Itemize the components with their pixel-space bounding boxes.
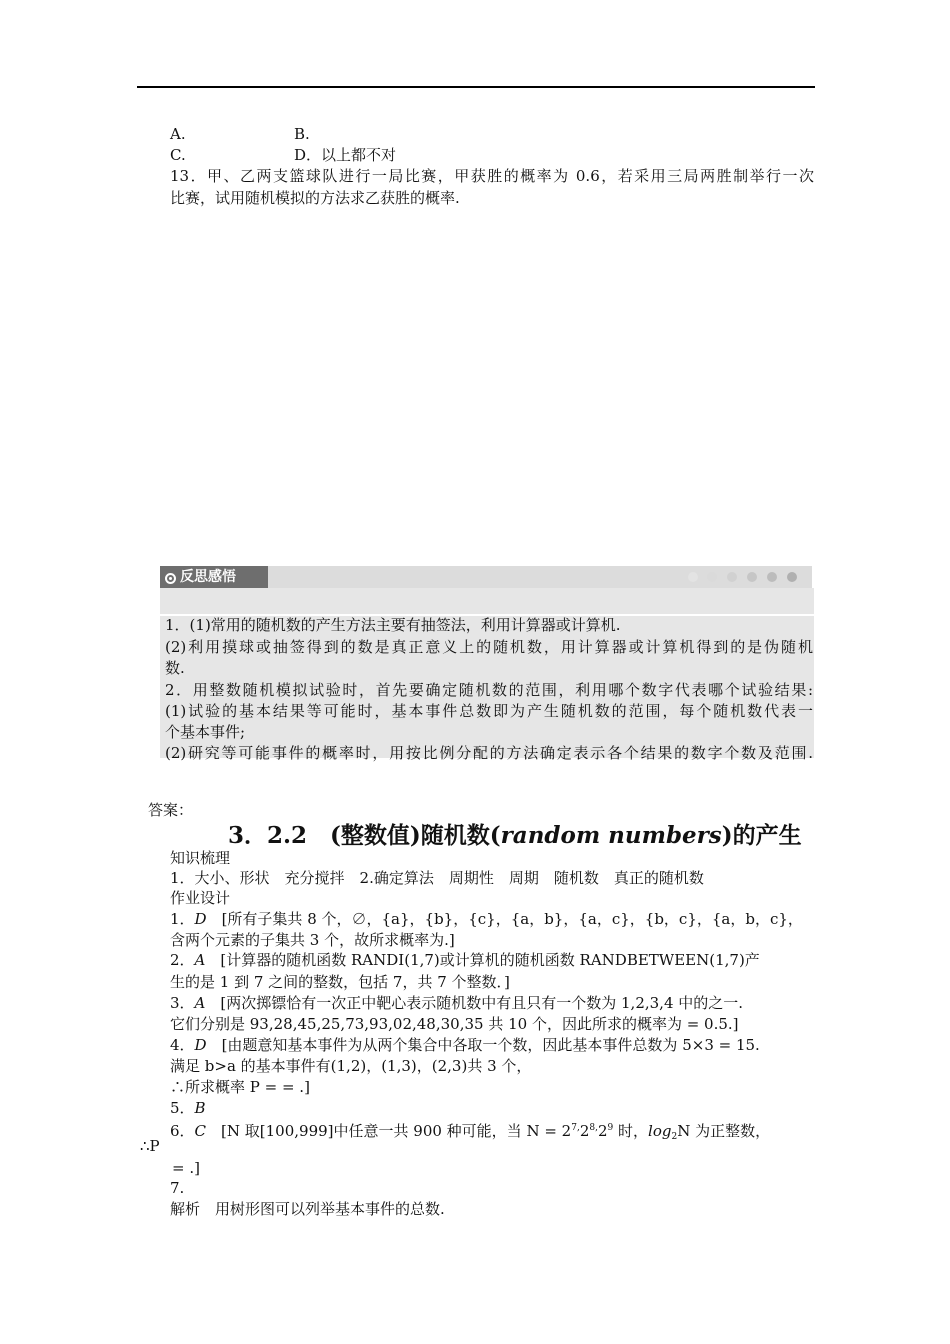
option-b: B. [294, 125, 310, 143]
answer-4 [170, 1034, 760, 1056]
header-rule [137, 86, 815, 88]
heading-text-end: )的产生 [721, 822, 802, 849]
reflection-line: 数. [165, 659, 185, 677]
answer-number: 2． [170, 951, 195, 969]
answer-3-line2: 它们分别是 93,28,45,25,73,93,02,48,30,35 共 10 个，因此所求的概率为 = 0.5.] [170, 1015, 739, 1033]
decor-dot-icon [707, 572, 717, 582]
decor-dot-icon [767, 572, 777, 582]
answer-number: 1． [170, 910, 195, 928]
answer-choice: D [194, 910, 207, 928]
answer-3 [170, 992, 743, 1014]
answer-text: N 为正整数， [677, 1122, 771, 1140]
answer-text: 2 [597, 1122, 608, 1140]
answer-choice: D [194, 1036, 207, 1054]
option-a: A. [170, 125, 186, 143]
answer-text: [计算器的随机函数 RANDI(1,7)或计算机的随机函数 RANDBETWEEN(1,7)产 [205, 951, 760, 969]
heading-english: random numbers [500, 822, 722, 849]
answer-2 [170, 949, 760, 971]
answer-1 [170, 908, 803, 930]
answer-choice: A [194, 994, 206, 1012]
log-base: 2 [671, 1132, 678, 1142]
answer-choice: A [194, 951, 206, 969]
reflection-line: (2)利用摸球或抽签得到的数是真正意义上的随机数，用计算器或计算机得到的是伪随机 [165, 638, 813, 656]
reflection-line: (2)研究等可能事件的概率时，用按比例分配的方法确定表示各个结果的数字个数及范围. [165, 744, 813, 762]
knowledge-line: 1．大小、形状 充分搅拌 2.确定算法 周期性 周期 随机数 真正的随机数 [170, 869, 704, 887]
heading-text: 3．2.2 (整数值)随机数( [228, 822, 501, 849]
log-symbol: log [648, 1122, 672, 1140]
decor-dot-icon [747, 572, 757, 582]
answer-text: [所有子集共 8 个，∅，{a}，{b}，{c}，{a，b}，{a，c}，{b，c}，{a，b，c}， [206, 910, 803, 928]
answer-4-line3: ∴所求概率 P = = .] [170, 1078, 310, 1096]
answer-number: 6． [170, 1122, 195, 1140]
decor-dot-icon [727, 572, 737, 582]
section-heading [228, 817, 802, 850]
analysis-label: 解析 [170, 1200, 201, 1218]
answer-5 [170, 1097, 206, 1119]
reflection-line: (1)试验的基本结果等可能时，基本事件总数即为产生随机数的范围，每个随机数代表一 [165, 702, 813, 720]
reflection-title-text: 反思感悟 [180, 569, 236, 585]
answer-7: 7. [170, 1179, 185, 1197]
answer-6-line3: = .] [172, 1159, 200, 1177]
decor-dot-icon [787, 572, 797, 582]
exponent: 8, [589, 1123, 598, 1133]
option-c: C. [170, 146, 186, 164]
answer-number: 3． [170, 994, 195, 1012]
reflection-line: 个基本事件; [165, 723, 246, 741]
answer-4-line2: 满足 b>a 的基本事件有(1,2)，(1,3)，(2,3)共 3 个， [170, 1057, 532, 1075]
reflection-line: 2．用整数随机模拟试验时，首先要确定随机数的范围，利用哪个数字代表哪个试验结果: [165, 681, 813, 699]
answer-1-line2: 含两个元素的子集共 3 个，故所求概率为.] [170, 931, 455, 949]
analysis [170, 1198, 445, 1220]
target-icon [165, 573, 176, 584]
exponent: 9 [607, 1123, 614, 1133]
answer-choice: B [194, 1099, 206, 1117]
answer-6-therefore: ∴P [140, 1137, 160, 1155]
option-d: D．以上都不对 [294, 146, 397, 164]
knowledge-label: 知识梳理 [170, 849, 231, 867]
reflection-title [160, 566, 268, 588]
answer-text: 时， [613, 1122, 649, 1140]
answers-label: 答案： [148, 801, 194, 819]
answer-number: 5． [170, 1099, 195, 1117]
answer-2-line2: 生的是 1 到 7 之间的整数，包括 7，共 7 个整数．] [170, 973, 510, 991]
exponent: 7, [571, 1123, 580, 1133]
answer-choice: C [194, 1122, 207, 1140]
analysis-text: 用树形图可以列举基本事件的总数. [200, 1200, 445, 1218]
decor-dot-icon [688, 572, 698, 582]
answer-6 [170, 1117, 770, 1148]
question-13-line1: 13．甲、乙两支篮球队进行一局比赛，甲获胜的概率为 0.6，若采用三局两胜制举行一次 [170, 167, 814, 185]
homework-label: 作业设计 [170, 889, 231, 907]
answer-text: [N 取[100,999]中任意一共 900 种可能，当 N = 2 [206, 1122, 572, 1140]
answer-text: [两次掷镖恰有一次正中靶心表示随机数中有且只有一个数为 1,2,3,4 中的之一. [205, 994, 744, 1012]
answer-text: 2 [579, 1122, 590, 1140]
answer-text: [由题意知基本事件为从两个集合中各取一个数，因此基本事件总数为 5×3 = 15. [206, 1036, 760, 1054]
question-13-line2: 比赛，试用随机模拟的方法求乙获胜的概率. [170, 189, 460, 207]
answer-number: 4． [170, 1036, 195, 1054]
